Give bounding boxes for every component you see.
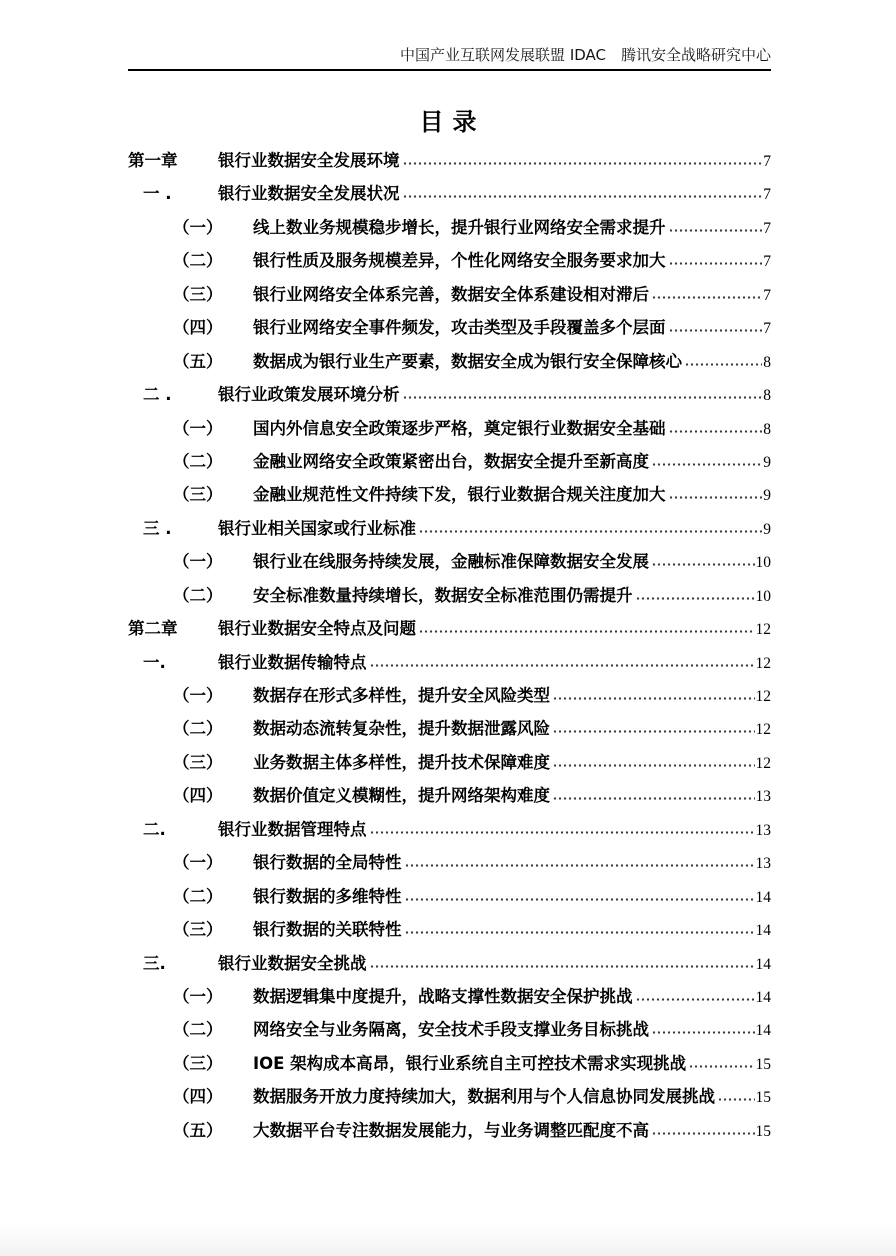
toc-row[interactable] xyxy=(128,813,771,846)
toc-dot-leader xyxy=(636,997,755,1002)
toc-dot-leader xyxy=(405,930,755,935)
toc-entry-title: 银行业数据安全特点及问题 xyxy=(218,619,416,639)
toc-row[interactable] xyxy=(128,144,771,177)
page-bottom-shadow xyxy=(0,1222,896,1256)
toc-entry-number: （一） xyxy=(173,986,223,1006)
toc-row[interactable] xyxy=(128,779,771,812)
toc-row[interactable] xyxy=(128,913,771,946)
toc-entry-number: （一） xyxy=(173,686,223,705)
toc-dot-leader xyxy=(403,395,763,400)
toc-entry-page: 7 xyxy=(763,253,771,271)
toc-dot-leader xyxy=(652,562,755,567)
toc-dot-leader xyxy=(553,796,755,801)
toc-dot-leader xyxy=(669,495,763,500)
toc-dot-leader xyxy=(669,328,763,333)
page-header xyxy=(128,44,771,65)
toc-entry-page: 8 xyxy=(763,353,771,371)
toc-entry-page: 15 xyxy=(755,1089,771,1107)
toc-row[interactable] xyxy=(128,612,771,645)
toc-dot-leader xyxy=(403,161,763,166)
toc-row[interactable] xyxy=(128,244,771,277)
toc-row[interactable] xyxy=(128,712,771,745)
toc-entry-title: 数据价值定义模糊性，提升网络架构难度 xyxy=(253,786,550,806)
toc-entry-title: 银行数据的多维特性 xyxy=(253,886,402,906)
toc-entry-page: 10 xyxy=(755,587,771,605)
toc-entry-title: 银行业网络安全事件频发，攻击类型及手段覆盖多个层面 xyxy=(253,318,666,338)
toc-entry-title: 金融业规范性文件持续下发，银行业数据合规关注度加大 xyxy=(253,485,666,505)
toc-entry-title: 银行业政策发展环境分析 xyxy=(218,385,400,405)
toc-entry-title: 银行业相关国家或行业标准 xyxy=(218,518,416,538)
toc-row[interactable] xyxy=(128,412,771,445)
toc-row[interactable] xyxy=(128,980,771,1013)
toc-dot-leader xyxy=(370,830,755,835)
toc-row[interactable] xyxy=(128,478,771,511)
toc-entry-title: 数据逻辑集中度提升，战略支撑性数据安全保护挑战 xyxy=(253,986,633,1006)
toc-entry-title: 国内外信息安全政策逐步严格，奠定银行业数据安全基础 xyxy=(253,418,666,438)
toc-entry-page: 13 xyxy=(755,788,771,806)
toc-entry-number: （一） xyxy=(173,853,223,873)
toc-entry-title: 数据动态流转复杂性，提升数据泄露风险 xyxy=(253,719,550,739)
toc-entry-number: （三） xyxy=(173,1053,223,1073)
toc-entry-page: 14 xyxy=(755,1022,771,1040)
toc-entry-page: 10 xyxy=(755,554,771,572)
toc-dot-leader xyxy=(553,729,755,734)
toc-row[interactable] xyxy=(128,1080,771,1113)
toc-entry-title: 线上数业务规模稳步增长，提升银行业网络安全需求提升 xyxy=(253,217,666,237)
toc-entry-number: 第二章 xyxy=(128,619,178,639)
toc-entry-page: 12 xyxy=(755,754,771,772)
toc-entry-page: 13 xyxy=(755,855,771,873)
toc-row[interactable] xyxy=(128,1114,771,1147)
toc-entry-title: 安全标准数量持续增长，数据安全标准范围仍需提升 xyxy=(253,585,633,605)
toc-entry-number: （三） xyxy=(173,920,223,940)
toc-entry-number: 一 . xyxy=(143,184,172,204)
toc-row[interactable] xyxy=(128,378,771,411)
toc-entry-title: 银行业数据安全发展环境 xyxy=(218,151,400,170)
toc-dot-leader xyxy=(669,228,763,233)
toc-entry-title: 银行业数据安全挑战 xyxy=(218,953,367,973)
toc-dot-leader xyxy=(718,1097,755,1102)
toc-dot-leader xyxy=(689,1064,754,1069)
toc-dot-leader xyxy=(669,261,763,266)
toc-entry-number: （五） xyxy=(173,1120,223,1140)
toc-entry-number: （二） xyxy=(173,451,223,471)
toc-entry-number: （一） xyxy=(173,552,223,572)
toc-entry-page: 13 xyxy=(755,821,771,839)
toc-entry-number: （四） xyxy=(173,318,223,338)
toc-entry-page: 12 xyxy=(755,621,771,639)
toc-entry-number: （一） xyxy=(173,418,223,438)
toc-entry-title: 银行业在线服务持续发展，金融标准保障数据安全发展 xyxy=(253,552,649,572)
toc-row[interactable] xyxy=(128,445,771,478)
toc-row[interactable] xyxy=(128,512,771,545)
toc-entry-number: 二 . xyxy=(143,385,172,405)
toc-row[interactable] xyxy=(128,646,771,679)
toc-entry-page: 14 xyxy=(755,955,771,973)
toc-entry-number: （三） xyxy=(173,752,223,772)
toc-row[interactable] xyxy=(128,1047,771,1080)
toc-entry-title: 大数据平台专注数据发展能力，与业务调整匹配度不高 xyxy=(253,1120,649,1140)
toc-entry-number: （二） xyxy=(173,886,223,906)
toc-entry-number: （三） xyxy=(173,485,223,505)
toc-entry-page: 7 xyxy=(763,153,771,170)
toc-entry-title: 银行性质及服务规模差异，个性化网络安全服务要求加大 xyxy=(253,251,666,271)
toc-list xyxy=(128,144,771,1147)
toc-entry-page: 9 xyxy=(763,453,771,471)
toc-dot-leader xyxy=(370,663,755,668)
toc-entry-title: 数据服务开放力度持续加大，数据利用与个人信息协同发展挑战 xyxy=(253,1087,715,1107)
toc-row[interactable] xyxy=(128,545,771,578)
toc-entry-page: 7 xyxy=(763,286,771,304)
toc-dot-leader xyxy=(419,629,755,634)
toc-entry-number: （一） xyxy=(173,217,223,237)
toc-entry-title: 数据成为银行业生产要素，数据安全成为银行安全保障核心 xyxy=(253,351,682,371)
toc-entry-number: 二. xyxy=(143,819,166,839)
toc-row[interactable] xyxy=(128,311,771,344)
toc-entry-number: 第一章 xyxy=(128,151,178,170)
toc-entry-number: （三） xyxy=(173,284,223,304)
toc-entry-title: 银行数据的关联特性 xyxy=(253,920,402,940)
toc-entry-page: 12 xyxy=(755,688,771,705)
toc-entry-page: 8 xyxy=(763,387,771,405)
toc-entry-title: 银行数据的全局特性 xyxy=(253,853,402,873)
toc-dot-leader xyxy=(403,194,763,199)
toc-dot-leader xyxy=(685,362,762,367)
header-divider xyxy=(128,69,771,71)
toc-entry-number: 三 . xyxy=(143,518,172,538)
toc-entry-number: 三. xyxy=(143,953,166,973)
toc-title: 目录 xyxy=(419,108,486,136)
toc-entry-number: 一. xyxy=(143,652,166,672)
toc-entry-page: 8 xyxy=(763,420,771,438)
toc-row[interactable] xyxy=(128,947,771,980)
toc-entry-title: 数据存在形式多样性，提升安全风险类型 xyxy=(253,686,550,705)
toc-entry-number: （五） xyxy=(173,351,223,371)
toc-dot-leader xyxy=(553,763,755,768)
toc-row[interactable] xyxy=(128,579,771,612)
header-org-text: 中国产业互联网发展联盟 IDAC 腾讯安全战略研究中心 xyxy=(400,46,771,64)
toc-entry-page: 14 xyxy=(755,988,771,1006)
toc-entry-title: 金融业网络安全政策紧密出台，数据安全提升至新高度 xyxy=(253,451,649,471)
toc-entry-number: （二） xyxy=(173,251,223,271)
toc-entry-number: （四） xyxy=(173,786,223,806)
toc-entry-page: 9 xyxy=(763,487,771,505)
toc-dot-leader xyxy=(652,1131,755,1136)
toc-dot-leader xyxy=(669,429,763,434)
toc-dot-leader xyxy=(419,529,762,534)
toc-entry-title: IOE 架构成本高昂，银行业系统自主可控技术需求实现挑战 xyxy=(253,1053,687,1073)
toc-dot-leader xyxy=(370,964,755,969)
toc-entry-page: 15 xyxy=(755,1122,771,1140)
toc-entry-page: 14 xyxy=(755,888,771,906)
toc-entry-number: （二） xyxy=(173,585,223,605)
toc-row[interactable] xyxy=(128,177,771,210)
toc-entry-title: 业务数据主体多样性，提升技术保障难度 xyxy=(253,752,550,772)
toc-dot-leader xyxy=(652,462,762,467)
toc-dot-leader xyxy=(405,863,755,868)
toc-entry-title: 银行业数据传输特点 xyxy=(218,652,367,672)
toc-dot-leader xyxy=(636,596,755,601)
toc-dot-leader xyxy=(553,696,755,701)
toc-entry-title: 银行业网络安全体系完善，数据安全体系建设相对滞后 xyxy=(253,284,649,304)
toc-entry-page: 9 xyxy=(763,520,771,538)
toc-entry-page: 12 xyxy=(755,654,771,672)
toc-row[interactable] xyxy=(128,679,771,712)
toc-dot-leader xyxy=(405,897,755,902)
toc-entry-title: 银行业数据管理特点 xyxy=(218,819,367,839)
toc-entry-page: 15 xyxy=(755,1055,771,1073)
toc-entry-page: 12 xyxy=(755,721,771,739)
toc-entry-number: （二） xyxy=(173,1020,223,1040)
toc-entry-page: 14 xyxy=(755,922,771,940)
toc-dot-leader xyxy=(652,295,762,300)
toc-row[interactable] xyxy=(128,345,771,378)
toc-entry-number: （二） xyxy=(173,719,223,739)
toc-entry-page: 7 xyxy=(763,186,771,204)
toc-entry-number: （四） xyxy=(173,1087,223,1107)
toc-entry-title: 银行业数据安全发展状况 xyxy=(218,184,400,204)
toc-row[interactable] xyxy=(128,746,771,779)
toc-dot-leader xyxy=(652,1030,755,1035)
toc-row[interactable] xyxy=(128,278,771,311)
toc-entry-page: 7 xyxy=(763,219,771,237)
toc-row[interactable] xyxy=(128,211,771,244)
toc-row[interactable] xyxy=(128,1013,771,1046)
toc-entry-title: 网络安全与业务隔离，安全技术手段支撑业务目标挑战 xyxy=(253,1020,649,1040)
toc-row[interactable] xyxy=(128,846,771,879)
toc-row[interactable] xyxy=(128,880,771,913)
toc-entry-page: 7 xyxy=(763,320,771,338)
